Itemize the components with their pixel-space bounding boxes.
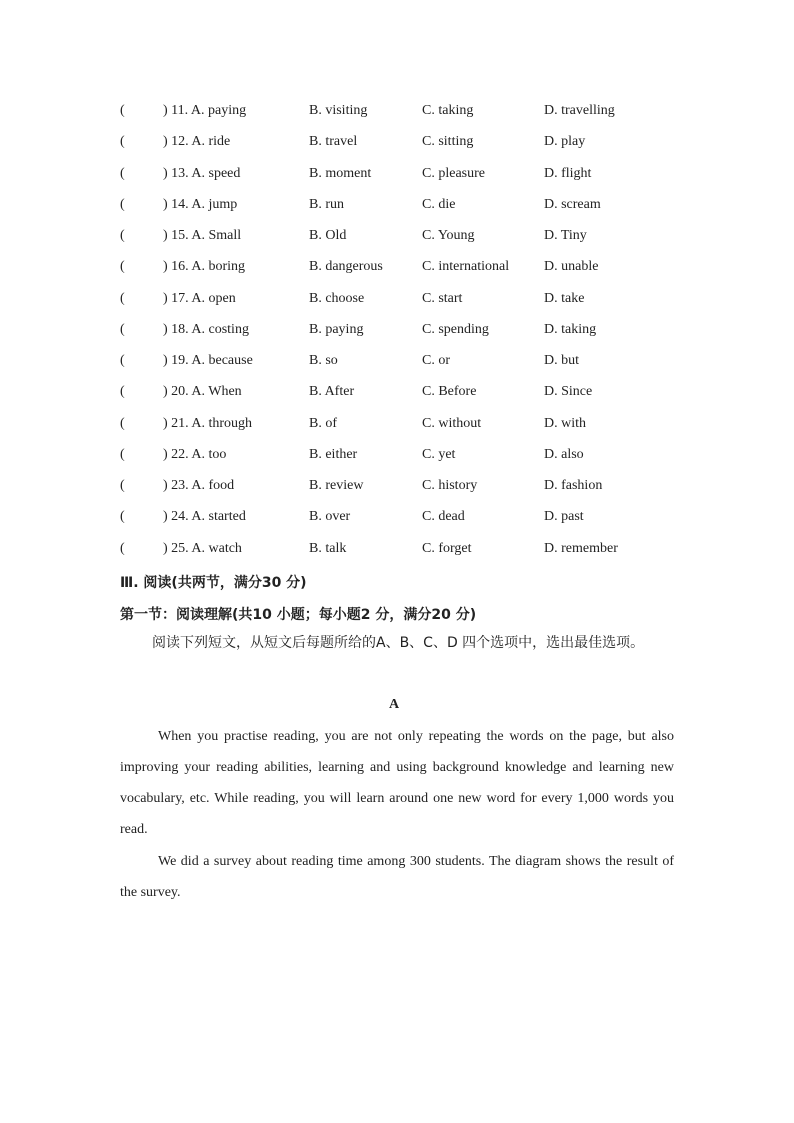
answer-blank-open: ( [120,103,125,118]
option-b: B. of [309,415,337,431]
option-b: B. moment [309,165,372,181]
option-b: B. review [309,478,364,493]
option-b: B. paying [309,321,364,337]
option-d: D. with [544,415,586,431]
passage-paragraph: We did a survey about reading time among 300 students. The diagram shows the result of the survey. [120,854,674,900]
option-d: D. remember [544,540,618,556]
question-number-option-a: ) 18. A. costing [163,321,249,337]
option-b: B. Old [309,228,347,243]
option-b: B. run [309,196,344,212]
option-d: D. play [544,134,586,150]
option-c: C. forget [422,540,472,556]
question-number-option-a: ) 17. A. open [163,290,236,306]
option-b: B. travel [309,134,358,150]
question-number-option-a: ) 21. A. through [163,415,253,431]
option-b: B. dangerous [309,259,383,275]
question-row [120,319,700,350]
option-d: D. Tiny [544,228,587,243]
answer-blank-open: ( [120,196,125,212]
question-number-option-a: ) 15. A. Small [163,228,242,243]
question-number-option-a: ) 19. A. because [163,353,253,368]
option-b: B. visiting [309,103,368,118]
instruction-text [120,628,680,659]
question-row [120,131,700,162]
question-number-option-a: ) 23. A. food [163,478,235,493]
option-d: D. take [544,290,585,306]
question-row [120,475,700,506]
option-b: B. talk [309,540,347,556]
answer-blank-open: ( [120,540,125,556]
passage-paragraph: When you practise reading, you are not only repeating the words on the page, but also improving your reading abilities, learning and using background knowledge and learning new vocabulary, etc. While reading, you will learn around one new word for every 1,000 words you read. [120,729,674,837]
option-d: D. Since [544,384,593,400]
answer-blank-open: ( [120,321,125,337]
option-c: C. yet [422,446,456,462]
option-d: D. past [544,509,584,525]
question-row [120,288,700,319]
question-number-option-a: ) 24. A. started [163,509,246,525]
option-b: B. either [309,446,358,462]
question-number-option-a: ) 12. A. ride [163,134,231,150]
option-b: B. so [309,353,338,368]
option-d: D. taking [544,321,597,337]
answer-blank-open: ( [120,259,125,275]
option-c: C. taking [422,103,474,118]
option-d: D. flight [544,165,592,181]
instruction-body: 阅读下列短文，从短文后每题所给的A、B、C、D 四个选项中，选出最佳选项。 [152,635,645,651]
answer-blank-open: ( [120,165,125,181]
option-d: D. scream [544,196,601,212]
option-d: D. travelling [544,103,615,118]
option-c: C. or [422,353,450,368]
option-c: C. history [422,478,478,493]
question-row [120,163,700,194]
answer-blank-open: ( [120,353,125,368]
question-number-option-a: ) 13. A. speed [163,165,241,181]
option-c: C. Before [422,384,477,400]
question-row [120,225,700,256]
option-c: C. without [422,415,482,431]
question-number-option-a: ) 11. A. paying [163,103,247,118]
question-number-option-a: ) 14. A. jump [163,196,238,212]
question-list [120,100,700,569]
question-row [120,381,700,412]
option-c: C. pleasure [422,165,485,181]
option-d: D. but [544,353,579,368]
option-d: D. unable [544,259,599,275]
question-row [120,506,700,537]
option-d: D. fashion [544,478,603,493]
option-b: B. After [309,384,355,400]
option-c: C. dead [422,509,465,525]
option-c: C. start [422,290,463,306]
question-number-option-a: ) 16. A. boring [163,259,246,275]
answer-blank-open: ( [120,384,125,400]
answer-blank-open: ( [120,509,125,525]
answer-blank-open: ( [120,290,125,306]
option-d: D. also [544,446,584,462]
option-c: C. spending [422,321,489,337]
question-row [120,444,700,475]
question-number-option-a: ) 25. A. watch [163,540,242,556]
option-c: C. sitting [422,134,474,150]
question-number-option-a: ) 20. A. When [163,384,242,400]
option-c: C. international [422,259,510,275]
question-number-option-a: ) 22. A. too [163,446,227,462]
part-title: 第一节：阅读理解(共10 小题；每小题2 分，满分20 分) [120,607,477,623]
section-title: Ⅲ. 阅读(共两节，满分30 分) [120,575,307,591]
question-row [120,350,700,381]
option-b: B. over [309,509,351,525]
answer-blank-open: ( [120,478,125,493]
question-row [120,413,700,444]
answer-blank-open: ( [120,228,125,243]
passage-label: A [389,697,400,712]
answer-blank-open: ( [120,134,125,150]
option-c: C. die [422,196,456,212]
answer-blank-open: ( [120,415,125,431]
answer-blank-open: ( [120,446,125,462]
question-row [120,100,700,131]
option-c: C. Young [422,228,475,243]
option-b: B. choose [309,290,365,306]
question-row [120,538,700,569]
question-row [120,256,700,287]
question-row [120,194,700,225]
